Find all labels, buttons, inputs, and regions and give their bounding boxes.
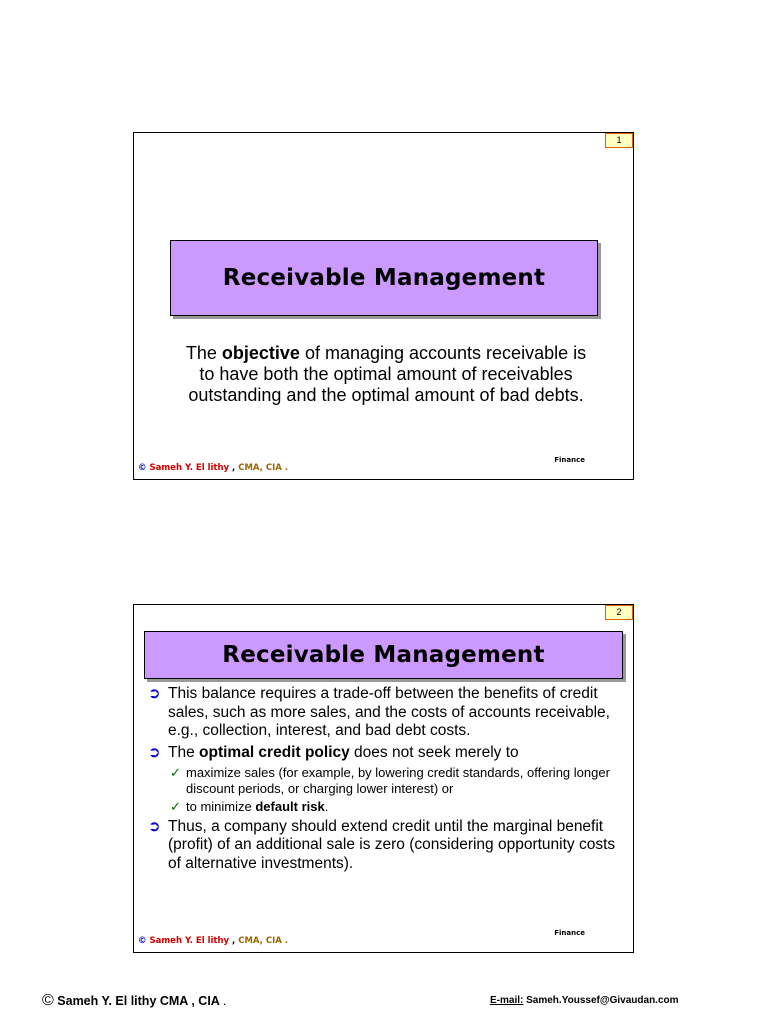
page-footer-email <box>490 995 679 1006</box>
author-name: Sameh Y. El lithy <box>149 936 230 946</box>
arrow-bullet-icon: ➲ <box>148 817 161 835</box>
slide-subject: Finance <box>554 929 585 937</box>
bullet-item: ➲ The optimal credit policy does not seek merely to <box>148 743 519 761</box>
arrow-bullet-icon: ➲ <box>148 743 161 761</box>
bullet-item: ➲ This balance requires a trade-off between the benefits of credit sales, such as more sales, and the costs of accounts receivable, e.g., collection, interest, and bad debt costs. <box>148 685 610 739</box>
copyright-icon: © <box>138 936 147 946</box>
author-name: Sameh Y. El lithy <box>149 463 230 473</box>
bullet-list <box>148 685 628 876</box>
checkmark-icon: ✓ <box>170 765 181 780</box>
slide-number: 2 <box>605 605 633 620</box>
page-footer-author: © Sameh Y. El lithy CMA , CIA . <box>42 992 227 1009</box>
copyright-icon: © <box>138 463 147 473</box>
slide-subject: Finance <box>554 456 585 464</box>
slide-footer-author: © Sameh Y. El lithy , CMA, CIA . <box>138 936 289 946</box>
author-credentials: CMA, CIA . <box>238 463 289 473</box>
slide-title: Receivable Management <box>222 642 545 668</box>
slide-footer-author: © Sameh Y. El lithy , CMA, CIA . <box>138 463 289 473</box>
checkmark-icon: ✓ <box>170 799 181 814</box>
slide-title-box <box>144 631 623 679</box>
sub-bullet-item: ✓ maximize sales (for example, by lowering credit standards, offering longer discount periods, or charging lower interest) or <box>170 765 610 796</box>
bullet-item: ➲ Thus, a company should extend credit until the marginal benefit (profit) of an additional sale is zero (considering opportunity costs of alternative investments). <box>148 817 616 872</box>
slide-title: Receivable Management <box>222 265 546 291</box>
slide-number: 1 <box>605 133 633 148</box>
sub-bullet-item: ✓ to minimize default risk. <box>170 799 329 814</box>
slide-2 <box>133 604 634 953</box>
objective-text: The objective of managing accounts receivable is to have both the optimal amount of receivables outstanding and the optimal amount of bad debts. <box>185 343 587 405</box>
slide-title-box <box>170 240 598 316</box>
author-credentials: CMA, CIA . <box>238 936 289 946</box>
arrow-bullet-icon: ➲ <box>148 685 161 702</box>
email-label: E-mail: <box>490 995 524 1006</box>
objective-keyword: objective <box>221 343 300 363</box>
copyright-icon: © <box>42 992 54 1009</box>
email-link[interactable]: Sameh.Youssef@Givaudan.com <box>526 995 679 1006</box>
slide-1 <box>133 132 634 480</box>
